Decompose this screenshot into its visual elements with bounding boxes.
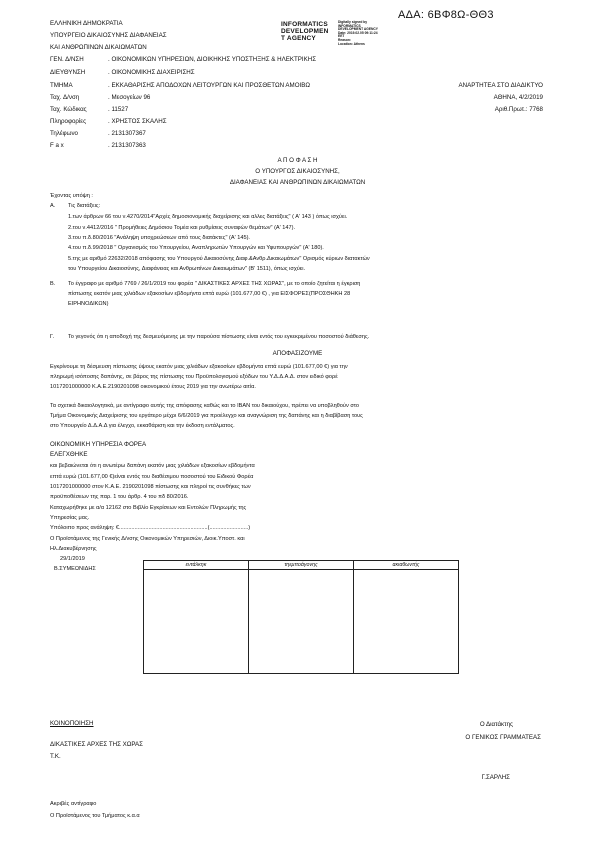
ministry-line-1: ΥΠΟΥΡΓΕΙΟ ΔΙΚΑΙΟΣΥΝΗΣ ΔΙΑΦΑΝΕΙΑΣ [50,32,167,39]
provision-item: 5.της με αριθμό 22632/2018 απόφασης του Υπουργού Δικαιοσύνης Διαφ.&Ανθρ.Δικαιωμάτων" Ορισμός κύριων διατακτών [68,256,370,262]
ministry-line-2: ΚΑΙ ΑΝΘΡΩΠΙΝΩΝ ΔΙΚΑΙΩΜΑΤΩΝ [50,44,147,51]
info-label: F a x [50,142,64,149]
sig-header: ακιαθωντής [354,561,459,570]
decision-body-line: Τμήμα Οικονομικής Διαχείρισης του εργάτερο μέχρι 6/6/2019 για προέλεγχο και αναγνώριση της δαπάνης και η διαβίβαση τους [50,413,363,419]
stamp-line-1: INFORMATICS [281,21,328,28]
stamp-line-3: T AGENCY [281,35,316,42]
notify-recipient-2: Τ.Κ. [50,753,61,760]
info-value: . 2131307367 [108,130,146,137]
info-row [50,56,316,64]
info-row [50,94,150,102]
info-row [50,82,310,90]
section-a-label: Α. [50,203,56,209]
info-row [50,142,146,150]
info-value: . 11527 [108,106,129,113]
sig-cell [249,570,354,674]
stamp-small-2: INFORMATICS [338,23,361,28]
protocol-number: Αριθ.Πρωτ.: 7768 [494,106,543,113]
section-b-line: ΕΙΡΗΝΟΔΙΚΩΝ) [68,301,109,307]
decide-title: ΑΠΟΦΑΣΙΖΟΥΜΕ [272,350,323,357]
decision-body-line: Εγκρίνουμε τη δέσμευση πίστωσης ύψους εκατόν μιας χιλιάδων εξακοσίων εβδομήντα επτά ευρώ (101.677,00 €) για την [50,364,348,370]
notify-title: ΚΟΙΝΟΠΟΙΗΣΗ [50,720,94,727]
copy-note: Ακριβές αντίγραφο [50,801,97,807]
info-value: . Μεσογείων 96 [108,94,151,101]
copy-certifier: Ο Προϊστάμενος του Τμήματος κ.α.α [50,813,140,819]
section-b-line: πίστωσης εκατόν μιας χιλιάδων εξακοσίων εβδομήντα επτά ευρώ (101.677,00 €) , για ΕΙΣΦΟΡΕΣ(ΠΡΟΣΘΗΚΗ 28 [68,291,351,297]
info-row [50,130,146,138]
stamp-small-5: EET [338,34,345,39]
info-row [50,69,195,77]
provision-item: 4.του π.δ.99/2018 " Οργανισμός του Υπουργείου, Αναπληρωτών Υπουργών και Υφυπουργών" (Α' 180). [68,245,324,251]
info-value: . ΟΙΚΟΝΟΜΙΚΩΝ ΥΠΗΡΕΣΙΩΝ, ΔΙΟΙΚΗΚΗΣ ΥΠΟΣΤΗΞΗΣ & ΗΛΕΚΤΡΙΚΗΣ [108,56,317,63]
stamp-line-2: DEVELOPMEN [281,28,329,35]
stamp-small-4: Date: 2019.02.05 09:11:24 [338,30,378,35]
service-line: και βεβαιώνεται ότι η ανωτέρω δαπάνη εκατόν μιας χιλιάδων εξακοσίων εβδομήντα [50,463,255,469]
section-b-line: Το έγγραφο με αριθμό 7769 / 26/1/2019 του φορέα " ΔΙΚΑΣΤΙΚΕΣ ΑΡΧΕΣ ΤΗΣ ΧΩΡΑΣ", με το οποίο ζητείται η έγκριση [68,281,361,287]
decision-body-line: Τα σχετικά δικαιολογητικά, με αντίγραφο αυτής της απόφασης καθώς και το IBAN του δικαιούχου, πρέπει να υποβληθούν στο [50,403,360,409]
signature-table [143,560,459,674]
service-checked: ΕΛΕΓΧΘΗΚΕ [50,451,88,458]
issuer-line-2: ΔΙΑΦΑΝΕΙΑΣ ΚΑΙ ΑΝΘΡΩΠΙΝΩΝ ΔΙΚΑΙΩΜΑΤΩΝ [229,179,366,186]
service-line: Υπόλοιπο προς ανάληψη: €.........................................................(.........................) [50,525,251,531]
info-label: Ταχ. Κώδικας [50,106,87,113]
provision-item: 2.του ν.4412/2016 " Προμήθειες Δημόσιου Τομέα και ρυθμίσεις συναφών θεμάτων" (Α' 147). [68,225,296,231]
service-line: Καταχωρήθηκε με α/α 12162 στο Βιβλίο Εγκρίσεων και Εντολών Πληρωμής της [50,505,247,511]
service-signer: Β.ΣΥΜΕΩΝΙΔΗΣ [54,566,96,572]
signer-role-1: Ο Διατάκτης [479,721,513,728]
section-g-text: Το γεγονός ότι η αποδοχή της δεσμευόμενης με την παρούσα πίστωσης είναι εντός του εγκεκριμένου ποσοστού διάθεσης. [68,334,370,340]
info-row [50,106,128,114]
considering-label: Έχοντας υπόψη : [50,193,93,199]
decision-body-line: πληρωμή ισόποσης δαπάνης, σε βάρος της πίστωσης του Προϋπολογισμού εξόδων του Υ.Δ.Δ.Α.Δ. στον ειδικό φορέ [50,374,338,380]
place-date: ΑΘΗΝΑ, 4/2/2019 [493,94,543,101]
provision-item: 3.του π.δ.80/2016 "Ανάληψη υποχρεώσεων από τους διατάκτες" (Α' 145). [68,235,250,241]
decision-title: Α Π Ο Φ Α Σ Η [277,157,318,164]
info-label: ΤΜΗΜΑ [50,82,73,89]
ada-code: ΑΔΑ: 6ΒΦ8Ω-ΘΘ3 [398,9,494,21]
info-value: . ΟΙΚΟΝΟΜΙΚΗΣ ΔΙΑΧΕΙΡΙΣΗΣ [108,69,195,76]
stamp-small-7: Location: Athens [338,41,365,46]
stamp-small-1: Digitally signed by [338,20,368,24]
sig-cell [144,570,249,674]
service-line: Υπηρεσίας μας. [50,515,90,521]
section-a-title: Τις διατάξεις: [68,203,101,209]
decision-body-line: 1017201000000 Κ.Α.Ε.2190201098 οικονομικού έτους 2019 για την ανωτέρω αιτία. [50,384,256,390]
provision-item: του Υπουργείου Δικαιοσύνης, Διαφάνειας και Ανθρωπίνων Δικαιωμάτων" (Β' 1511), όπως ισχύει. [68,266,306,272]
signer-role-2: Ο ΓΕΝΙΚΟΣ ΓΡΑΜΜΑΤΕΑΣ [465,734,541,741]
info-label: Ταχ. Δ/νση [50,94,80,101]
info-label: Πληροφορίες [50,118,87,125]
sig-header: τηεμποάγονης [249,561,354,570]
decision-body-line: στο Υπουργείο Δ.Δ.Α.Δ για έλεγχο, εκκαθάριση και την έκδοση εντάλματος. [50,423,235,429]
notify-recipient: ΔΙΚΑΣΤΙΚΕΣ ΑΡΧΕΣ ΤΗΣ ΧΩΡΑΣ [50,741,143,748]
info-label: Τηλέφωνο [50,130,78,137]
info-label: ΔΙΕΥΘΥΝΣΗ [50,69,86,76]
sig-header: εντάλκηκ [144,561,249,570]
stamp-small-3: DEVELOPMENT AGENCY [338,27,378,32]
provision-item: 1.των άρθρων 66 του ν.4270/2014"Αρχές δημοσιονομικής διαχείρισης και αλλες διατάξεις" ( Α' 143 ) όπως ισχύει. [68,214,348,220]
info-row [50,118,167,126]
service-line: 1017201000000 στον Κ.Α.Ε. 2190201098 πίστωσης και πληροί τις συνθήκες των [50,484,251,490]
service-line: προϋποθέσεων της παρ. 1 του άρθρ. 4 του πδ 80/2016. [50,494,189,500]
info-value: . ΕΚΚΑΘΑΡΙΣΗΣ ΑΠΟΔΟΧΩΝ ΛΕΙΤΟΥΡΓΩΝ ΚΑΙ ΠΡΟΣΘΕΤΩΝ ΑΜΟΙΒΩ [108,82,310,89]
issuer-line-1: Ο ΥΠΟΥΡΓΟΣ ΔΙΚΑΙΟΣΥΝΗΣ, [255,168,340,175]
signer-name: Γ.ΣΑΡΛΗΣ [481,774,510,781]
service-line: Ηλ.Διακυβέρνησης [50,546,97,552]
sig-cell [354,570,459,674]
stamp-small-6: Reason: [338,37,352,42]
service-title: ΟΙΚΟΝΟΜΙΚΗ ΥΠΗΡΕΣΙΑ ΦΟΡΕΑ [50,441,147,448]
info-label: ΓΕΝ. Δ/ΝΣΗ [50,56,84,63]
state-name: ΕΛΛΗΝΙΚΗ ΔΗΜΟΚΡΑΤΙΑ [50,20,123,27]
service-line: επτά ευρώ (101.677,00 €)είναι εντός του διαθέσιμου ποσοστού του Ειδικού Φορέα [50,474,254,480]
section-b-label: Β. [50,281,56,287]
service-date: 29/1/2019 [60,556,85,562]
posted-notice: ΑΝΑΡΤΗΤΕΑ ΣΤΟ ΔΙΑΔΙΚΤΥΟ [458,82,543,89]
service-line: Ο Προϊστάμενος της Γενικής Δ/νσης Οικονομικών Υπηρεσιών, Διοικ.Υποστ. και [50,536,245,542]
info-value: . ΧΡΗΣΤΟΣ ΣΚΑΛΗΣ [108,118,167,125]
section-g-label: Γ. [50,334,55,340]
info-value: . 2131307363 [108,142,146,149]
